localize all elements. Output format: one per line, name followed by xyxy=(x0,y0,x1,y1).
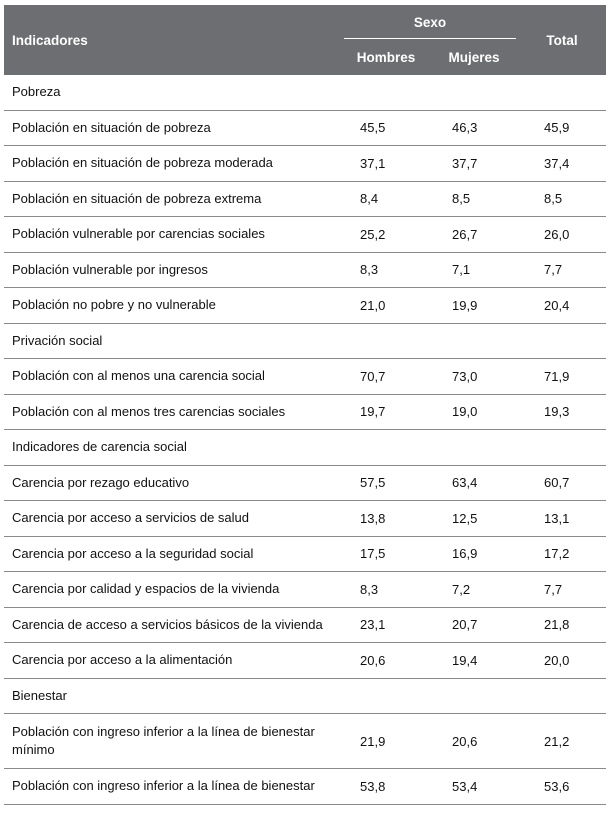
table-row xyxy=(4,359,606,395)
cell-total: 60,7 xyxy=(518,465,606,501)
table-header xyxy=(4,5,606,75)
row-label: Carencia por acceso a la seguridad social xyxy=(4,536,342,572)
cell-hombres: 37,1 xyxy=(342,146,430,182)
cell-hombres: 17,5 xyxy=(342,536,430,572)
header-sexo-rule xyxy=(344,38,516,39)
cell-total: 71,9 xyxy=(518,359,606,395)
table-row xyxy=(4,643,606,679)
cell-hombres: 45,5 xyxy=(342,110,430,146)
indicators-table-container xyxy=(4,5,606,805)
cell-total: 20,4 xyxy=(518,288,606,324)
table-row xyxy=(4,181,606,217)
table-row xyxy=(4,714,606,769)
row-label: Carencia por acceso a la alimentación xyxy=(4,643,342,679)
header-indicadores: Indicadores xyxy=(4,5,342,75)
cell-total: 45,9 xyxy=(518,110,606,146)
cell-hombres: 53,8 xyxy=(342,769,430,805)
cell-hombres: 8,3 xyxy=(342,572,430,608)
cell-hombres: 21,0 xyxy=(342,288,430,324)
row-label: Población con al menos una carencia social xyxy=(4,359,342,395)
header-total: Total xyxy=(518,5,606,75)
table-row xyxy=(4,146,606,182)
cell-total: 8,5 xyxy=(518,181,606,217)
header-mujeres: Mujeres xyxy=(430,39,518,75)
section-row-carencia-social xyxy=(4,430,606,466)
table-row xyxy=(4,288,606,324)
header-sexo-label: Sexo xyxy=(413,14,447,30)
cell-hombres: 21,9 xyxy=(342,714,430,769)
table-row xyxy=(4,607,606,643)
cell-hombres: 25,2 xyxy=(342,217,430,253)
row-label: Población en situación de pobreza moderada xyxy=(4,146,342,182)
section-row-bienestar xyxy=(4,678,606,714)
cell-mujeres: 8,5 xyxy=(430,181,518,217)
row-label: Población con al menos tres carencias sociales xyxy=(4,394,342,430)
row-label: Carencia por acceso a servicios de salud xyxy=(4,501,342,537)
cell-hombres: 23,1 xyxy=(342,607,430,643)
section-row-pobreza xyxy=(4,75,606,110)
cell-mujeres: 53,4 xyxy=(430,769,518,805)
cell-hombres: 20,6 xyxy=(342,643,430,679)
table-row xyxy=(4,465,606,501)
cell-hombres: 70,7 xyxy=(342,359,430,395)
row-label: Carencia de acceso a servicios básicos de la vivienda xyxy=(4,607,342,643)
cell-mujeres: 73,0 xyxy=(430,359,518,395)
section-row-privacion-social xyxy=(4,323,606,359)
row-label: Población con ingreso inferior a la línea de bienestar xyxy=(4,769,342,805)
cell-total: 13,1 xyxy=(518,501,606,537)
header-hombres: Hombres xyxy=(342,39,430,75)
table-row xyxy=(4,536,606,572)
cell-total: 7,7 xyxy=(518,572,606,608)
row-label: Carencia por calidad y espacios de la vivienda xyxy=(4,572,342,608)
cell-hombres: 8,4 xyxy=(342,181,430,217)
row-label: Población con ingreso inferior a la línea de bienestar mínimo xyxy=(4,714,342,769)
cell-total: 21,2 xyxy=(518,714,606,769)
cell-mujeres: 19,0 xyxy=(430,394,518,430)
cell-mujeres: 7,2 xyxy=(430,572,518,608)
table-row xyxy=(4,217,606,253)
cell-mujeres: 19,4 xyxy=(430,643,518,679)
table-row xyxy=(4,769,606,805)
cell-mujeres: 20,6 xyxy=(430,714,518,769)
table-row xyxy=(4,110,606,146)
cell-total: 17,2 xyxy=(518,536,606,572)
cell-hombres: 57,5 xyxy=(342,465,430,501)
cell-mujeres: 12,5 xyxy=(430,501,518,537)
row-label: Población vulnerable por carencias sociales xyxy=(4,217,342,253)
cell-mujeres: 16,9 xyxy=(430,536,518,572)
cell-total: 19,3 xyxy=(518,394,606,430)
cell-total: 20,0 xyxy=(518,643,606,679)
section-title: Pobreza xyxy=(4,75,606,110)
cell-mujeres: 63,4 xyxy=(430,465,518,501)
row-label: Población en situación de pobreza extrema xyxy=(4,181,342,217)
table-row xyxy=(4,394,606,430)
indicators-table xyxy=(4,5,606,805)
section-title: Bienestar xyxy=(4,678,606,714)
cell-mujeres: 7,1 xyxy=(430,252,518,288)
row-label: Población vulnerable por ingresos xyxy=(4,252,342,288)
cell-total: 53,6 xyxy=(518,769,606,805)
table-row xyxy=(4,572,606,608)
cell-mujeres: 46,3 xyxy=(430,110,518,146)
cell-total: 7,7 xyxy=(518,252,606,288)
cell-mujeres: 26,7 xyxy=(430,217,518,253)
row-label: Carencia por rezago educativo xyxy=(4,465,342,501)
section-title: Indicadores de carencia social xyxy=(4,430,606,466)
table-body xyxy=(4,75,606,804)
header-sexo xyxy=(342,5,518,39)
table-row xyxy=(4,501,606,537)
cell-mujeres: 37,7 xyxy=(430,146,518,182)
cell-total: 26,0 xyxy=(518,217,606,253)
cell-hombres: 8,3 xyxy=(342,252,430,288)
table-row xyxy=(4,252,606,288)
cell-hombres: 13,8 xyxy=(342,501,430,537)
cell-mujeres: 19,9 xyxy=(430,288,518,324)
row-label: Población no pobre y no vulnerable xyxy=(4,288,342,324)
cell-mujeres: 20,7 xyxy=(430,607,518,643)
section-title: Privación social xyxy=(4,323,606,359)
cell-total: 21,8 xyxy=(518,607,606,643)
cell-total: 37,4 xyxy=(518,146,606,182)
row-label: Población en situación de pobreza xyxy=(4,110,342,146)
cell-hombres: 19,7 xyxy=(342,394,430,430)
